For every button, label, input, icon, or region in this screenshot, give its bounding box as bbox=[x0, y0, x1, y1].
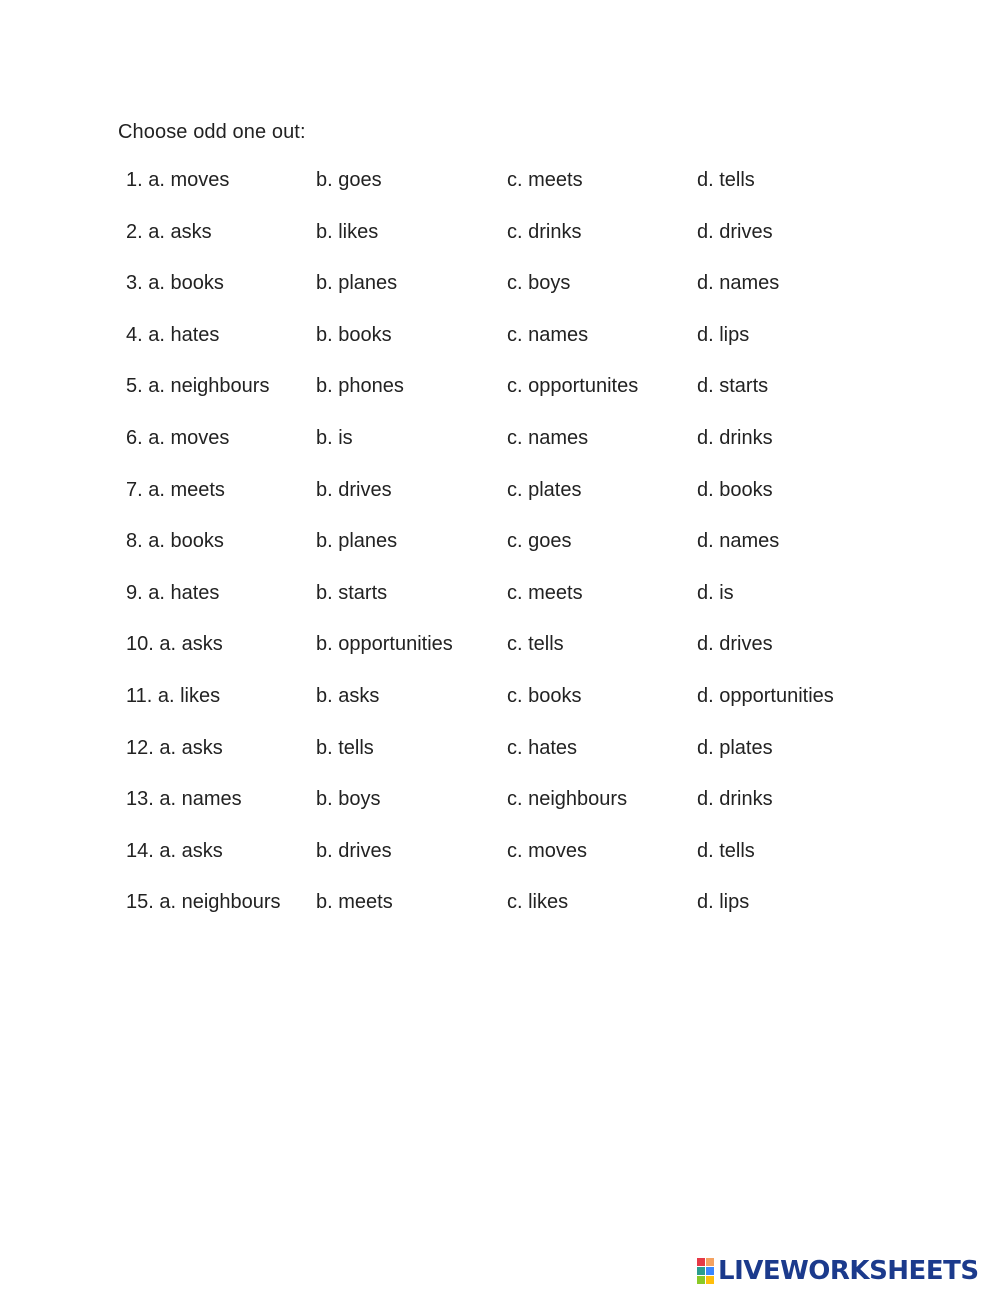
option-d: d. lips bbox=[697, 891, 750, 914]
option-c: c. tells bbox=[507, 633, 564, 656]
option-d: d. books bbox=[697, 478, 773, 501]
option-c: c. boys bbox=[507, 272, 571, 295]
logo-text: LIVEWORKSHEETS bbox=[718, 1256, 979, 1286]
question-row bbox=[126, 631, 886, 683]
option-d: d. drinks bbox=[697, 788, 773, 811]
option-a: 2. a. asks bbox=[126, 220, 212, 243]
option-b: b. planes bbox=[316, 530, 398, 553]
option-d: d. tells bbox=[697, 839, 755, 862]
option-a: 4. a. hates bbox=[126, 323, 220, 346]
option-b: b. likes bbox=[316, 220, 379, 243]
option-c: c. names bbox=[507, 323, 589, 346]
option-d: d. tells bbox=[697, 169, 755, 191]
option-a: 13. a. names bbox=[126, 788, 242, 811]
logo-block bbox=[706, 1267, 714, 1275]
option-c: c. meets bbox=[507, 169, 583, 191]
option-b: b. phones bbox=[316, 375, 404, 398]
option-c: c. goes bbox=[507, 530, 572, 553]
option-b: b. starts bbox=[316, 581, 388, 604]
option-b: b. goes bbox=[316, 169, 382, 191]
option-c: c. plates bbox=[507, 478, 582, 501]
option-c: c. drinks bbox=[507, 220, 582, 243]
option-c: c. hates bbox=[507, 736, 578, 759]
option-a: 12. a. asks bbox=[126, 736, 223, 759]
option-a: 7. a. meets bbox=[126, 478, 225, 501]
option-c: c. opportunites bbox=[507, 375, 639, 398]
option-d: d. names bbox=[697, 530, 780, 553]
question-row bbox=[126, 425, 886, 477]
question-list bbox=[126, 167, 886, 941]
question-row bbox=[126, 373, 886, 425]
question-row bbox=[126, 838, 886, 890]
option-a: 8. a. books bbox=[126, 530, 224, 553]
option-b: b. is bbox=[316, 426, 353, 449]
option-b: b. books bbox=[316, 323, 392, 346]
option-c: c. names bbox=[507, 426, 589, 449]
logo-block bbox=[697, 1267, 705, 1275]
worksheet-instruction: Choose odd one out: bbox=[118, 121, 306, 143]
option-c: c. likes bbox=[507, 891, 569, 914]
logo-block bbox=[706, 1276, 714, 1284]
option-c: c. moves bbox=[507, 839, 588, 862]
option-b: b. drives bbox=[316, 839, 392, 862]
option-d: d. drives bbox=[697, 220, 773, 243]
option-d: d. opportunities bbox=[697, 684, 834, 707]
question-row bbox=[126, 786, 886, 838]
option-b: b. drives bbox=[316, 478, 392, 501]
option-b: b. boys bbox=[316, 788, 381, 811]
option-a: 10. a. asks bbox=[126, 633, 223, 656]
option-a: 9. a. hates bbox=[126, 581, 220, 604]
option-b: b. opportunities bbox=[316, 633, 453, 656]
option-c: c. books bbox=[507, 684, 582, 707]
option-a: 1. a. moves bbox=[126, 169, 230, 191]
question-row bbox=[126, 735, 886, 787]
question-row bbox=[126, 683, 886, 735]
option-a: 14. a. asks bbox=[126, 839, 223, 862]
option-d: d. plates bbox=[697, 736, 773, 759]
option-b: b. meets bbox=[316, 891, 393, 914]
option-a: 11. a. likes bbox=[126, 684, 221, 707]
question-row bbox=[126, 889, 886, 941]
option-d: d. drinks bbox=[697, 426, 773, 449]
option-c: c. neighbours bbox=[507, 788, 628, 811]
option-a: 5. a. neighbours bbox=[126, 375, 270, 398]
question-row bbox=[126, 219, 886, 271]
question-row bbox=[126, 528, 886, 580]
logo-block bbox=[697, 1276, 705, 1284]
option-a: 3. a. books bbox=[126, 272, 224, 295]
question-row bbox=[126, 580, 886, 632]
liveworksheets-logo-icon bbox=[697, 1258, 714, 1284]
option-b: b. planes bbox=[316, 272, 398, 295]
option-d: d. drives bbox=[697, 633, 773, 656]
option-b: b. tells bbox=[316, 736, 374, 759]
option-a: 15. a. neighbours bbox=[126, 891, 281, 914]
question-row bbox=[126, 477, 886, 529]
option-d: d. names bbox=[697, 272, 780, 295]
option-a: 6. a. moves bbox=[126, 426, 230, 449]
question-row bbox=[126, 167, 886, 219]
liveworksheets-logo bbox=[697, 1255, 979, 1287]
question-row bbox=[126, 270, 886, 322]
option-d: d. starts bbox=[697, 375, 769, 398]
option-c: c. meets bbox=[507, 581, 583, 604]
option-d: d. is bbox=[697, 581, 734, 604]
logo-block bbox=[697, 1258, 705, 1266]
question-row bbox=[126, 322, 886, 374]
logo-block bbox=[706, 1258, 714, 1266]
option-b: b. asks bbox=[316, 684, 380, 707]
option-d: d. lips bbox=[697, 323, 750, 346]
